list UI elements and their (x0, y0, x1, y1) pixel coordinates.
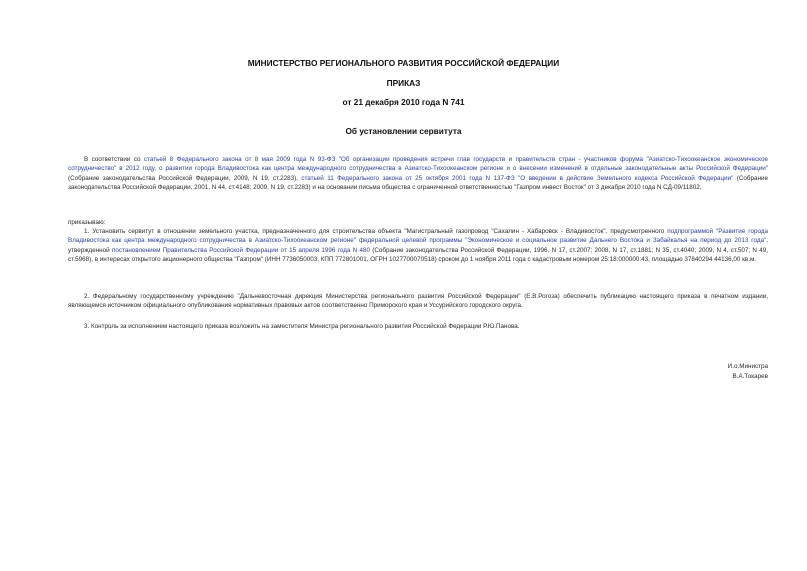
signatory-title: И.о.Министра (727, 363, 768, 370)
subprogram-link[interactable]: подпрограммой "Развитие города Владивостока как центра международного сотрудничества в Азиатско-Тихоокеанском регионе" федеральной целевой программы "Экономическое и социальное развитие Дальнего Востока и Забайкалья на период до 2013 года" (68, 228, 768, 245)
law-93fz-link[interactable]: статьей 8 Федерального закона от 8 мая 2009 года N 93-ФЗ "Об организации проведения встречи глав государств и правительств стран - участников форума "Азиатско-Тихоокеанское экономическое сотрудничество" в 2012 году, о развитии города Владивостока как центра международного сотрудничества в Азиатско-Тихоокеанском регионе и о внесении изменений в отдельные законодательные акты Российской Федерации" (68, 156, 769, 173)
order-subject: Об установлении сервитута (345, 126, 462, 136)
item-3-paragraph: 3. Контроль за исполнением настоящего приказа возложить на заместителя Министра регионального развития Российской Федерации Р.Ю.Панова. (84, 323, 520, 330)
preamble-text-1: В соответствии со (84, 156, 144, 163)
preamble-text-2: (Собрание законодательства Российской Федерации, 2009, N 19, ст.2283), (68, 174, 302, 182)
item-1-text-3: (Собрание законодательства Российской Федерации, 1996, N 17, ст.2007; 2008, N 17, ст.1881; N 35, ст.4040; 2009, N 4, ст.507; N 49, ст.5968), в интересах открытого акционерного общества "Газпром" (ИНН 7736050003, КПП 772801001, ОГРН 1027700070518) сроком до 1 ноября 2011 года с кадастровым номером 25:18:000000:43, площадью 37840294 44136,00 кв.м. (68, 246, 768, 263)
order-heading: ПРИКАЗ (386, 78, 421, 88)
order-date: от 21 декабря 2010 года N 741 (342, 97, 465, 107)
ministry-heading: МИНИСТЕРСТВО РЕГИОНАЛЬНОГО РАЗВИТИЯ РОССИЙСКОЙ ФЕДЕРАЦИИ (247, 58, 560, 68)
item-1-text-1: 1. Установить сервитут в отношении земельного участка, предназначенного для строительства объекта "Магистральный газопровод "Сахалин - Хабаровск - Владивосток", предусмотренного (84, 228, 668, 235)
signatory-name: В.А.Токарев (732, 373, 768, 380)
preamble-paragraph (68, 155, 768, 192)
resolution-480-link[interactable]: постановлением Правительства Российской Федерации от 15 апреля 1996 года N 480 (111, 246, 370, 254)
item-1-text-2: , утвержденной (68, 237, 768, 254)
item-2-paragraph: 2. Федеральному государственному учреждению "Дальневосточная дирекция Министерства регионального развития Российской Федерации" (Е.В.Рогоза) обеспечить публикацию настоящего приказа в печатном издании, являющемся источником официального опубликования нормативных правовых актов соответственно Приморского края и Уссурийского городского округа. (68, 293, 768, 310)
order-word: приказываю: (68, 219, 106, 226)
preamble-text-3: (Собрание законодательства Российской Федерации, 2001, N 44, ст.4148; 2009, N 19, ст.2283) и на основании письма общества с ограниченной ответственностью "Газпром инвест Восток" от 3 декабря 2010 года N СД-09/11802, (68, 174, 768, 191)
law-137fz-link[interactable]: статьей 11 Федерального закона от 25 октября 2001 года N 137-ФЗ "О введении в действие Земельного кодекса Российской Федерации" (301, 174, 734, 182)
item-1-paragraph (68, 227, 768, 264)
